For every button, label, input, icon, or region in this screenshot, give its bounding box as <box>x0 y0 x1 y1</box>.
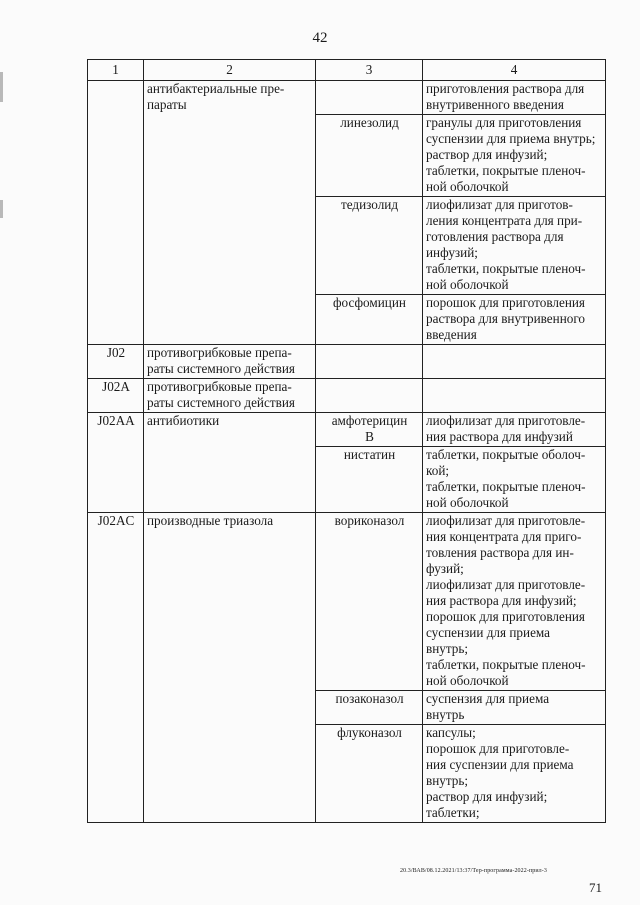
group-name-cell: противогрибковые препа- раты системного действия <box>144 379 316 413</box>
dosage-forms-cell: таблетки, покрытые оболоч- кой; таблетки, покрытые пленоч- ной оболочкой <box>423 447 606 513</box>
footer-sheet-number: 71 <box>589 880 602 895</box>
table-row <box>88 345 606 379</box>
column-header: 1 <box>88 60 144 81</box>
dosage-forms-cell <box>423 345 606 379</box>
dosage-forms-cell: порошок для приготовления раствора для внутривенного введения <box>423 295 606 345</box>
drug-name-cell: вориконазол <box>316 513 423 691</box>
drug-name-cell: позаконазол <box>316 691 423 725</box>
column-header: 2 <box>144 60 316 81</box>
drug-name-cell <box>316 379 423 413</box>
dosage-forms-cell: лиофилизат для приготовле- ния раствора для инфузий <box>423 413 606 447</box>
drug-name-cell <box>316 345 423 379</box>
column-header: 4 <box>423 60 606 81</box>
drug-table <box>87 59 606 823</box>
footer-document-code: 20.3/ВАВ/08.12.2021/13:37/Тер-программа-2022-прил-3 <box>400 868 547 874</box>
table-row <box>88 513 606 691</box>
dosage-forms-cell: лиофилизат для приготов- ления концентрата для при- готовления раствора для инфузий; таблетки, покрытые пленоч- ной оболочкой <box>423 197 606 295</box>
atc-code-cell <box>88 81 144 345</box>
dosage-forms-cell: капсулы; порошок для приготовле- ния суспензии для приема внутрь; раствор для инфузий; таблетки; <box>423 725 606 823</box>
group-name-cell: антибиотики <box>144 413 316 513</box>
group-name-cell: производные триазола <box>144 513 316 823</box>
drug-name-cell: флуконазол <box>316 725 423 823</box>
table-row <box>88 379 606 413</box>
dosage-forms-cell: лиофилизат для приготовле- ния концентрата для приго- товления раствора для ин- фузий; лиофилизат для приготовле- ния раствора для инфузий; порошок для приготовления суспензии для приема внутрь; таблетки, покрытые пленоч- ной оболочкой <box>423 513 606 691</box>
group-name-cell: антибактериальные пре- параты <box>144 81 316 345</box>
atc-code-cell: J02AA <box>88 413 144 513</box>
column-header: 3 <box>316 60 423 81</box>
scan-margin-mark <box>0 72 3 102</box>
drug-name-cell: фосфомицин <box>316 295 423 345</box>
atc-code-cell: J02 <box>88 345 144 379</box>
drug-name-cell: нистатин <box>316 447 423 513</box>
dosage-forms-cell <box>423 379 606 413</box>
drug-name-cell: тедизолид <box>316 197 423 295</box>
dosage-forms-cell: суспензия для приема внутрь <box>423 691 606 725</box>
atc-code-cell: J02AC <box>88 513 144 823</box>
atc-code-cell: J02A <box>88 379 144 413</box>
table-header-row <box>88 60 606 81</box>
drug-name-cell: амфотерицин В <box>316 413 423 447</box>
scan-margin-mark <box>0 200 3 218</box>
drug-name-cell <box>316 81 423 115</box>
drug-name-cell: линезолид <box>316 115 423 197</box>
dosage-forms-cell: гранулы для приготовления суспензии для приема внутрь; раствор для инфузий; таблетки, покрытые пленоч- ной оболочкой <box>423 115 606 197</box>
table-row <box>88 413 606 447</box>
dosage-forms-cell: приготовления раствора для внутривенного введения <box>423 81 606 115</box>
group-name-cell: противогрибковые препа- раты системного действия <box>144 345 316 379</box>
table-row <box>88 81 606 115</box>
page-number: 42 <box>312 30 328 46</box>
